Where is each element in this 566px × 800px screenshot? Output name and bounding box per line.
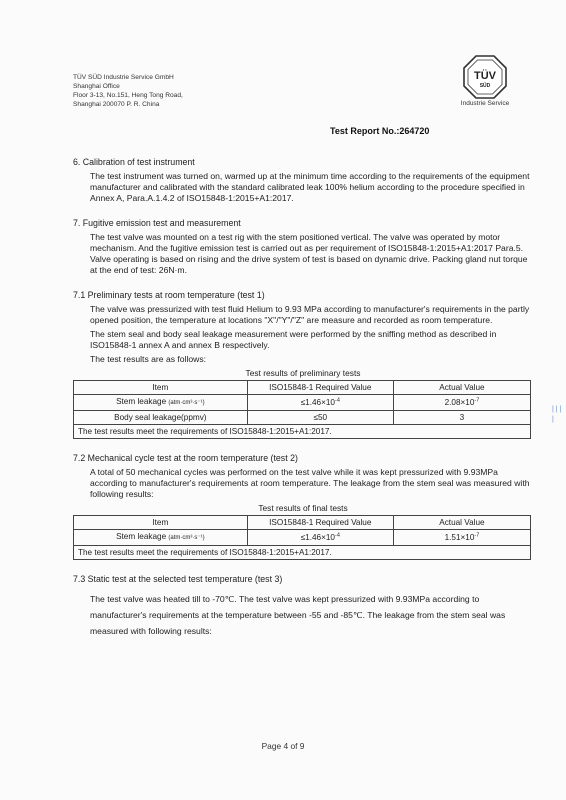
section-7-2-heading: 7.2 Mechanical cycle test at the room temperature (test 2) bbox=[73, 453, 298, 463]
section-7-3-text: The test valve was heated till to -70℃. The test valve was kept pressurized with 9.93MPa according to manufacturer's requirements at the temperature between -55 and -85℃. The leakage from the stem seal was measured with following results: bbox=[90, 594, 506, 636]
cell-required: ≤50 bbox=[247, 411, 393, 425]
address-line-2: Shanghai 200070 P. R. China bbox=[73, 101, 160, 108]
page-number: Page 4 of 9 bbox=[261, 741, 305, 751]
table-header-row bbox=[74, 381, 531, 395]
table-conclusion: The test results meet the requirements of ISO15848-1:2015+A1:2017. bbox=[74, 546, 531, 560]
section-6-heading: 6. Calibration of test instrument bbox=[73, 157, 195, 167]
cell-item: Stem leakage (atm·cm³·s⁻¹) bbox=[74, 395, 248, 411]
cell-item: Body seal leakage(ppmv) bbox=[74, 411, 248, 425]
table-row bbox=[74, 530, 531, 546]
tuv-sud-logo bbox=[453, 55, 517, 107]
cell-actual: $1.51\times 10^{-7}$ bbox=[393, 530, 530, 546]
cell-item: Stem leakage (atm·cm³·s⁻¹) bbox=[74, 530, 248, 546]
preliminary-results-table bbox=[73, 380, 531, 439]
section-7-3-heading: 7.3 Static test at the selected test temperature (test 3) bbox=[73, 574, 283, 584]
table-row bbox=[74, 411, 531, 425]
section-6-text: The test instrument was turned on, warmed up at the minimum time according to the requirements of the equipment manufacturer and calibrated with the standard calibrated leak 100% helium according to the procedure specified in Annex A, Para.A.1.4.2 of ISO15848-1:2015+A1:2017. bbox=[90, 171, 530, 203]
company-name: TÜV SÜD Industrie Service GmbH bbox=[73, 74, 174, 81]
section-7-1-heading: 7.1 Preliminary tests at room temperature (test 1) bbox=[73, 290, 265, 300]
section-7-1-text-3: The test results are as follows: bbox=[90, 354, 207, 364]
logo-caption: Industrie Service bbox=[460, 100, 510, 107]
final-results-table bbox=[73, 515, 531, 560]
report-number: Test Report No.:264720 bbox=[330, 126, 430, 136]
table-1-caption: Test results of preliminary tests bbox=[245, 368, 361, 378]
address-line-1: Floor 3-13, No.151, Heng Tong Road, bbox=[73, 92, 183, 99]
header-actual: Actual Value bbox=[393, 516, 530, 530]
header-actual: Actual Value bbox=[393, 381, 530, 395]
scan-margin-marks: | | | | bbox=[552, 406, 562, 423]
table-header-row bbox=[74, 516, 531, 530]
table-row bbox=[74, 395, 531, 411]
cell-required: $\le 1.46\times 10^{-4}$ bbox=[247, 395, 393, 411]
report-body bbox=[73, 157, 533, 639]
section-7-text: The test valve was mounted on a test rig with the stem positioned vertical. The valve was operated by motor mechanism. And the fugitive emission test is carried out as per requirement of ISO15848-1:2015+A1:2017 Para.5. Valve operating is based on rising and the drive system of test is based on dynamic drive. Packing gland nut torque at the end of test: 26N·m. bbox=[90, 232, 528, 275]
table-conclusion: The test results meet the requirements of ISO15848-1:2015+A1:2017. bbox=[74, 425, 531, 439]
logo-text-bottom: SÜD bbox=[479, 83, 491, 89]
header-required: ISO15848-1 Required Value bbox=[247, 381, 393, 395]
company-address-block bbox=[73, 73, 183, 109]
table-footer-row bbox=[74, 546, 531, 560]
cell-actual: 3 bbox=[393, 411, 530, 425]
section-7-1-text-2: The stem seal and body seal leakage measurement were performed by the sniffing method as described in ISO15848-1 annex A and annex B respectively. bbox=[90, 329, 497, 350]
cell-required: $\le 1.46\times 10^{-4}$ bbox=[247, 530, 393, 546]
section-7-1-text-1: The valve was pressurized with test fluid Helium to 9.93 MPa according to manufacturer's requirements in the partly opened position, the temperature at locations "X"/"Y"/"Z" are measure and recorded as room temperature. bbox=[90, 304, 530, 325]
section-7-heading: 7. Fugitive emission test and measurement bbox=[73, 218, 241, 228]
header-required: ISO15848-1 Required Value bbox=[247, 516, 393, 530]
cell-actual: $2.08\times 10^{-7}$ bbox=[393, 395, 530, 411]
table-footer-row bbox=[74, 425, 531, 439]
header-item: Item bbox=[74, 381, 248, 395]
table-2-caption: Test results of final tests bbox=[258, 503, 348, 513]
tuv-octagon-icon bbox=[463, 55, 507, 99]
office-name: Shanghai Office bbox=[73, 83, 120, 90]
section-7-2-text: A total of 50 mechanical cycles was performed on the test valve while it was kept pressurized with 9.93MPa according to manufacturer's requirements at room temperature. The leakage from the stem seal was measured with following results: bbox=[90, 467, 530, 499]
logo-text-top: TÜV bbox=[474, 70, 496, 82]
header-item: Item bbox=[74, 516, 248, 530]
